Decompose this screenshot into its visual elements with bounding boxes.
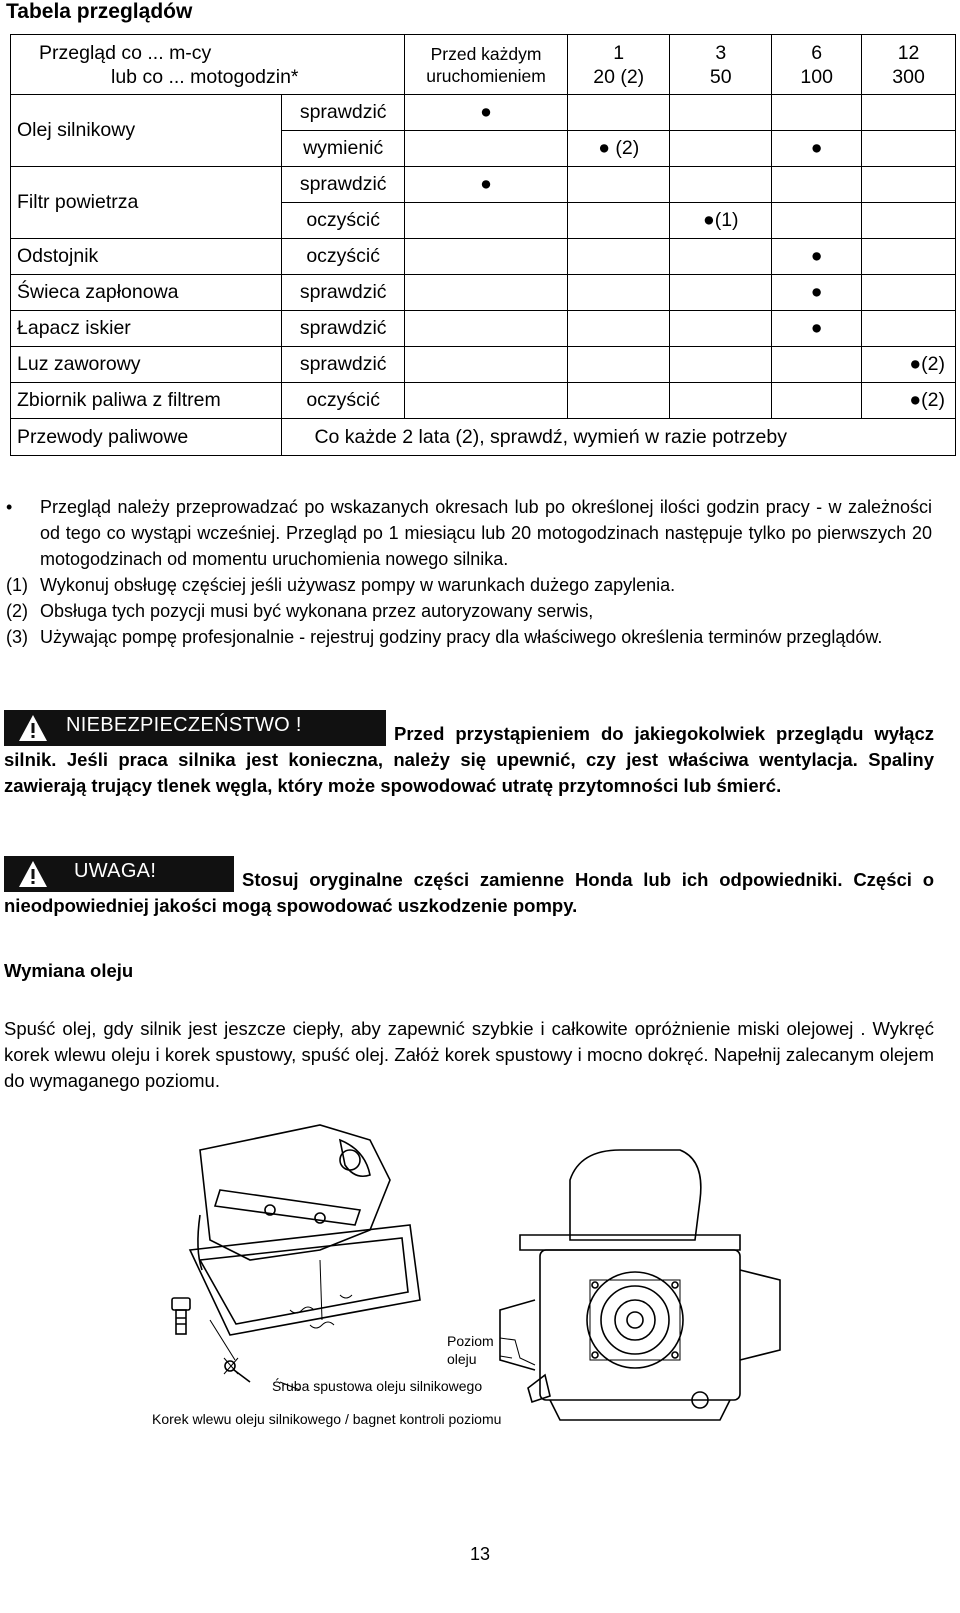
interval-header: Przegląd co ... m-cy lub co ... motogodzin* (11, 35, 405, 95)
note-text: Wykonuj obsługę częściej jeśli używasz pompy w warunkach dużego zapylenia. (40, 575, 676, 595)
mark-cell (670, 311, 772, 347)
mark-cell (670, 275, 772, 311)
mark-cell (670, 131, 772, 167)
period-header-12: 12 300 (862, 35, 956, 95)
item-cell: Przewody paliwowe (11, 419, 282, 456)
mark-cell: ● (772, 131, 862, 167)
mark-cell (404, 239, 567, 275)
note-text: Przegląd należy przeprowadzać po wskazanych okresach lub po określonej ilości godzin pracy - w zależności od tego co wystąpi wcześniej. Przegląd po 1 miesiącu lub 20 motogodzinach następuje tylko po pierwszych 20 motogodzinach od momentu uruchomienia nowego silnika. (40, 497, 932, 569)
engine-front-drawing (500, 1150, 780, 1420)
note-item (0, 494, 960, 572)
period-header-3: 3 50 (670, 35, 772, 95)
mark-cell: ● (404, 95, 567, 131)
mark-cell (670, 383, 772, 419)
action-cell: sprawdzić (282, 275, 404, 311)
table-row (11, 419, 956, 456)
mark-cell (404, 203, 567, 239)
table-row (11, 347, 956, 383)
warning-triangle-icon (18, 714, 48, 742)
action-cell: oczyścić (282, 239, 404, 275)
mark-cell: ● (772, 311, 862, 347)
item-cell: Filtr powietrza (11, 167, 282, 239)
danger-badge: NIEBEZPIECZEŃSTWO ! (4, 710, 386, 746)
note-label: (3) (6, 627, 28, 647)
filler-cap-label: Korek wlewu oleju silnikowego / bagnet kontroli poziomu (152, 1411, 502, 1427)
mark-cell (670, 239, 772, 275)
mark-cell (568, 383, 670, 419)
note-label: (1) (6, 575, 28, 595)
oil-level-label: Poziom oleju (447, 1333, 494, 1367)
mark-cell (862, 95, 956, 131)
mark-cell (568, 311, 670, 347)
mark-cell (862, 131, 956, 167)
mark-cell (404, 347, 567, 383)
mark-cell (862, 203, 956, 239)
caution-badge: UWAGA! (4, 856, 234, 892)
drain-bolt-label: Śruba spustowa oleju silnikowego (272, 1378, 483, 1394)
item-cell: Łapacz iskier (11, 311, 282, 347)
mark-cell (772, 203, 862, 239)
table-row (11, 95, 956, 131)
note-text: Używając pompę profesjonalnie - rejestruj godziny pracy dla właściwego określenia terminów przeglądów. (40, 627, 883, 647)
mark-cell: ●(2) (862, 383, 956, 419)
action-cell: wymienić (282, 131, 404, 167)
oil-change-figure (140, 1120, 790, 1440)
mark-cell: ●(1) (670, 203, 772, 239)
mark-cell (568, 275, 670, 311)
page-number: 13 (469, 1544, 491, 1564)
mark-cell: ● (772, 275, 862, 311)
oil-change-heading: Wymiana oleju (4, 960, 134, 981)
mark-cell (404, 275, 567, 311)
mark-cell (670, 167, 772, 203)
note-label: (2) (6, 601, 28, 621)
mark-cell (772, 347, 862, 383)
note-bullet: • (6, 497, 13, 517)
table-row (11, 383, 956, 419)
notes-list (0, 494, 960, 650)
item-cell: Luz zaworowy (11, 347, 282, 383)
mark-cell (772, 383, 862, 419)
before-each-header: Przed każdym uruchomieniem (404, 35, 567, 95)
table-header-row (11, 35, 956, 95)
caution-text: Stosuj oryginalne części zamienne Honda lub ich odpowiedniki. Części o nieodpowiedniej jakości mogą spowodować uszkodzenie pompy. (4, 869, 934, 916)
oil-drain-drawing (172, 1125, 420, 1382)
warning-triangle-icon (18, 860, 48, 888)
note-item (0, 572, 960, 598)
danger-warning (4, 710, 934, 799)
mark-cell (670, 347, 772, 383)
mark-cell (862, 311, 956, 347)
item-cell: Olej silnikowy (11, 95, 282, 167)
mark-cell (862, 239, 956, 275)
table-row (11, 167, 956, 203)
mark-cell (772, 95, 862, 131)
action-cell: sprawdzić (282, 95, 404, 131)
page-title: Tabela przeglądów (6, 0, 193, 23)
item-cell: Odstojnik (11, 239, 282, 275)
note-item (0, 598, 960, 624)
danger-text: Przed przystąpieniem do jakiegokolwiek przeglądu wyłącz silnik. Jeśli praca silnika jest konieczna, należy się upewnić, czy jest właściwa wentylacja. Spaliny zawierają trujący tlenek węgla, który może spowodować utratę przytomności lub śmierć. (4, 723, 934, 796)
action-cell: sprawdzić (282, 347, 404, 383)
fuel-lines-note: Co każde 2 lata (2), sprawdź, wymień w razie potrzeby (282, 419, 956, 456)
item-cell: Świeca zapłonowa (11, 275, 282, 311)
period-header-6: 6 100 (772, 35, 862, 95)
mark-cell (568, 167, 670, 203)
mark-cell (568, 239, 670, 275)
mark-cell (862, 167, 956, 203)
note-item (0, 624, 960, 650)
action-cell: sprawdzić (282, 311, 404, 347)
mark-cell: ● (404, 167, 567, 203)
table-row (11, 275, 956, 311)
mark-cell (404, 383, 567, 419)
mark-cell (568, 347, 670, 383)
item-cell: Zbiornik paliwa z filtrem (11, 383, 282, 419)
period-header-1: 1 20 (2) (568, 35, 670, 95)
mark-cell: ● (772, 239, 862, 275)
caution-warning (4, 856, 934, 919)
table-row (11, 239, 956, 275)
mark-cell (862, 275, 956, 311)
action-cell: sprawdzić (282, 167, 404, 203)
mark-cell: ●(2) (862, 347, 956, 383)
mark-cell (404, 131, 567, 167)
table-row (11, 311, 956, 347)
maintenance-table (10, 34, 956, 456)
action-cell: oczyścić (282, 383, 404, 419)
mark-cell (568, 203, 670, 239)
mark-cell (670, 95, 772, 131)
note-text: Obsługa tych pozycji musi być wykonana przez autoryzowany serwis, (40, 601, 594, 621)
mark-cell (772, 167, 862, 203)
mark-cell: ● (2) (568, 131, 670, 167)
mark-cell (568, 95, 670, 131)
oil-change-text: Spuść olej, gdy silnik jest jeszcze ciepły, aby zapewnić szybkie i całkowite opróżnienie miski olejowej . Wykręć korek wlewu oleju i korek spustowy, spuść olej. Załóż korek spustowy i mocno dokręć. Napełnij zalecanym olejem do wymaganego poziomu. (4, 1018, 934, 1091)
action-cell: oczyścić (282, 203, 404, 239)
mark-cell (404, 311, 567, 347)
